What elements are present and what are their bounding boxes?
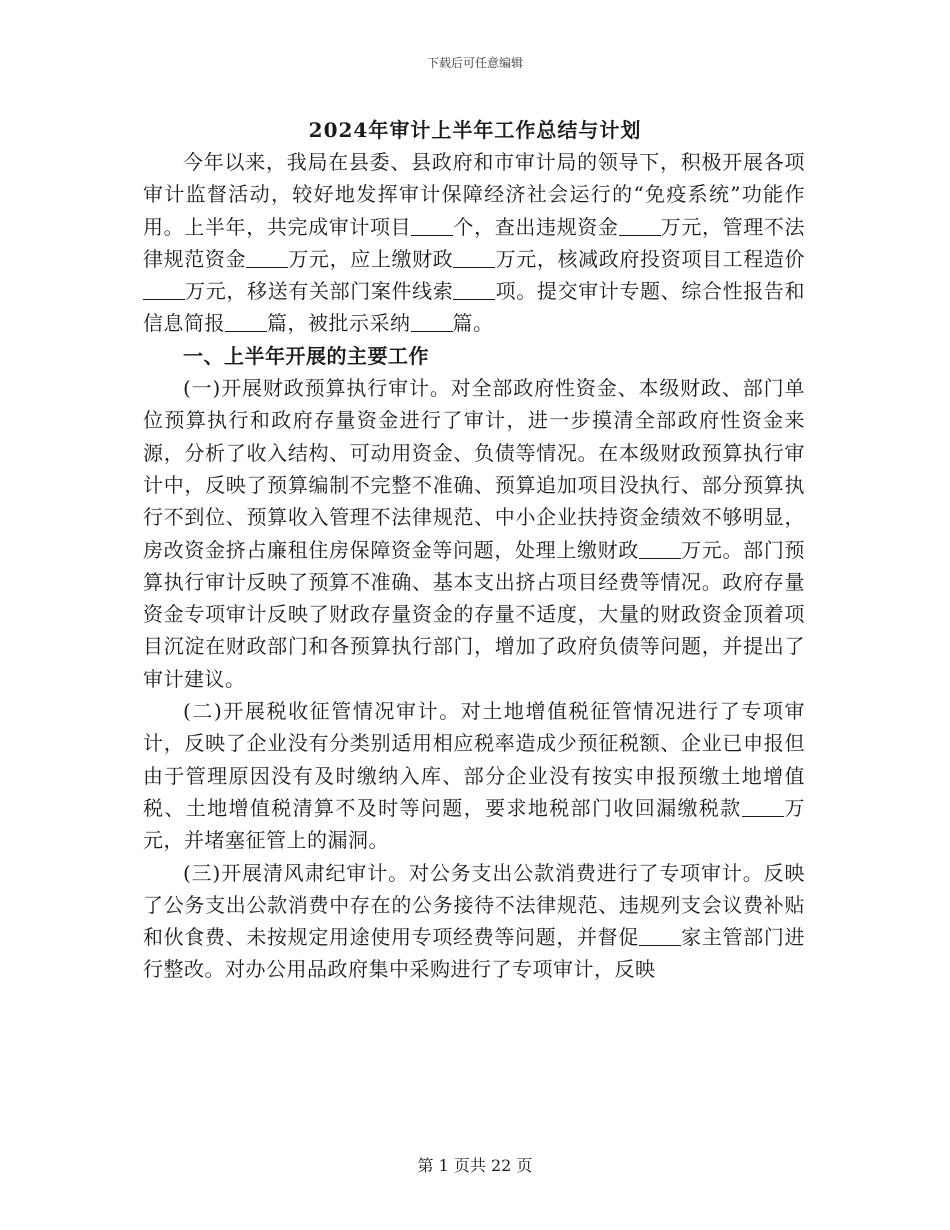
blank-line [143, 279, 185, 300]
blank-line [453, 247, 495, 268]
blank-line [742, 796, 784, 817]
blank-line [411, 215, 453, 236]
blank-line [639, 538, 681, 559]
intro-paragraph: 今年以来，我局在县委、县政府和市审计局的领导下，积极开展各项审计监督活动，较好地发挥审计保障经济社会运行的“免疫系统”功能作用。上半年，共完成审计项目 个，查出违规资金 万元，管理不法律规范资金 万元，应上缴财政 万元，核减政府投资项目工程造价万元，移送有关部门案件线索 项。提交审计专题、综合性报告和信息简报 篇，被批示采纳 篇。 [143, 150, 806, 336]
paragraph-discipline-audit: (三)开展清风肃纪审计。对公务支出公款消费进行了专项审计。反映了公务支出公款消费中存在的公务接待不法律规范、违规列支会议费补贴和伙食费、未按规定用途使用专项经费等问题，并督促 家主管部门进行整改。对办公用品政府集中采购进行了专项审计，反映 [143, 860, 806, 982]
blank-line [246, 247, 288, 268]
paragraph-fiscal-budget-audit: (一)开展财政预算执行审计。对全部政府性资金、本级财政、部门单位预算执行和政府存量资金进行了审计，进一步摸清全部政府性资金来源，分析了收入结构、可动用资金、负债等情况。在本级财政预算执行审计中，反映了预算编制不完整不准确、预算追加项目没执行、部分预算执行不到位、预算收入管理不法律规范、中小企业扶持资金绩效不够明显，房改资金挤占廉租住房保障资金等问题，处理上缴财政 万元。部门预算执行审计反映了预算不准确、基本支出挤占项目经费等情况。政府存量资金专项审计反映了财政存量资金的存量不适度，大量的财政资金顶着项目沉淀在财政部门和各预算执行部门，增加了政府负债等问题，并提出了审计建议。 [143, 376, 806, 691]
blank-line [225, 311, 267, 332]
paragraph-tax-audit: (二)开展税收征管情况审计。对土地增值税征管情况进行了专项审计，反映了企业没有分类别适用相应税率造成少预征税额、企业已申报但由于管理原因没有及时缴纳入库、部分企业没有按实申报预缴土地增值税、土地增值税清算不及时等问题，要求地税部门收回漏缴税款 万元，并堵塞征管上的漏洞。 [143, 699, 806, 853]
section-heading: 一、上半年开展的主要工作 [183, 343, 429, 368]
blank-line [453, 279, 495, 300]
page-footer: 第 1 页共 22 页 [417, 1156, 533, 1175]
header-note: 下载后可任意编辑 [426, 56, 523, 70]
document-body [143, 146, 805, 986]
blank-line [619, 215, 661, 236]
document-title: 2024年审计上半年工作总结与计划 [308, 118, 642, 142]
blank-line [639, 925, 681, 946]
blank-line [411, 311, 453, 332]
